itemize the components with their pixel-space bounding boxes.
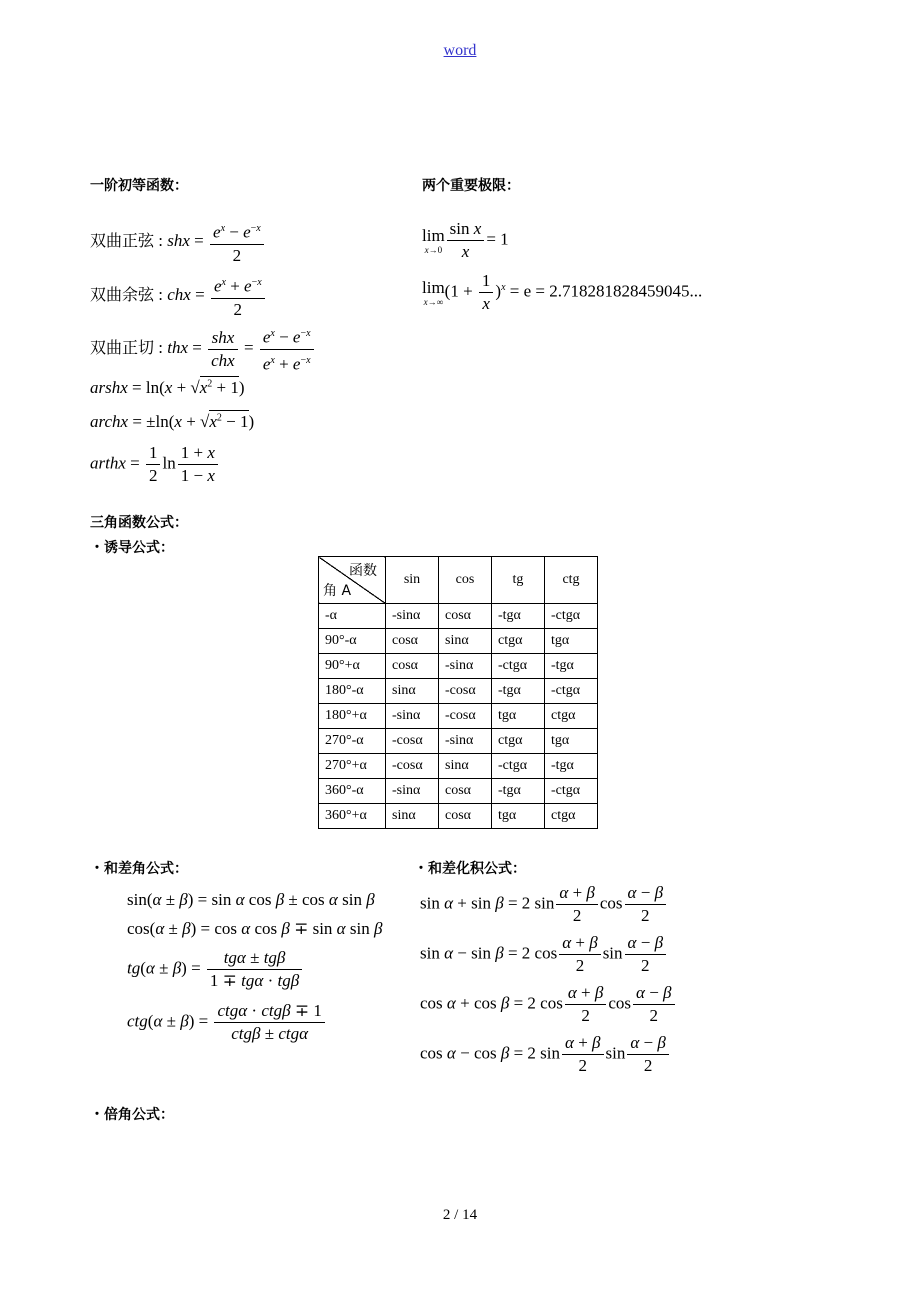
corner-function-label: 函数 (349, 563, 377, 579)
column-header: ctg (545, 557, 598, 604)
table-cell: cosα (439, 604, 492, 629)
table-row (319, 629, 598, 654)
table-cell: -α (319, 604, 386, 629)
table-cell: ctgα (492, 729, 545, 754)
table-cell: -ctgα (492, 754, 545, 779)
table-cell: 360°+α (319, 804, 386, 829)
heading-double-angle: ・倍角公式： (90, 1107, 174, 1123)
table-cell: 180°-α (319, 679, 386, 704)
heading-induction: ・诱导公式： (90, 540, 174, 556)
table-cell: -cosα (439, 679, 492, 704)
table-cell: cosα (386, 629, 439, 654)
table-cell: -ctgα (545, 779, 598, 804)
table-cell: -cosα (386, 729, 439, 754)
table-cell: 360°-α (319, 779, 386, 804)
heading-trig: 三角函数公式： (90, 515, 188, 531)
heading-limits: 两个重要极限： (422, 178, 520, 194)
formula-sin-minus-sin: sin α − sin β = 2 cos $\frac{\alpha + \beta}{2}$ sin $\frac{\alpha - \beta}{2}$ (420, 932, 668, 977)
formula-cos-minus-cos: cos α − cos β = 2 sin $\frac{\alpha + \beta}{2}$ sin $\frac{\alpha - \beta}{2}$ (420, 1032, 671, 1077)
table-row (319, 729, 598, 754)
formula-cos-sum: cos(α ± β) = cos α cos β ∓ sin α sin β (127, 919, 383, 938)
table-cell: sinα (439, 754, 492, 779)
page-number: 2 / 14 (442, 1207, 478, 1223)
table-cell: ctgα (492, 629, 545, 654)
table-cell: -ctgα (545, 679, 598, 704)
table-cell: -cosα (386, 754, 439, 779)
formula-sin-sum: sin(α ± β) = sin α cos β ± cos α sin β (127, 890, 375, 909)
formula-ch: 双曲余弦 : chx = $\frac{e^x + e^{-x}}{2}$ (90, 272, 267, 321)
table-cell: 270°+α (319, 754, 386, 779)
table-cell: -tgα (492, 604, 545, 629)
column-header: sin (386, 557, 439, 604)
table-cell: sinα (439, 629, 492, 654)
table-cell: -sinα (439, 654, 492, 679)
limit-2-rhs: = e = 2.718281828459045... (509, 281, 703, 301)
induction-table (318, 556, 598, 829)
table-cell: ctgα (545, 704, 598, 729)
table-cell: -tgα (492, 779, 545, 804)
th-label: 双曲正切 (90, 338, 155, 358)
table-cell: cosα (439, 779, 492, 804)
table-cell: -tgα (545, 654, 598, 679)
formula-sh: 双曲正弦 : shx = $\frac{e^x - e^{-x}}{2}$ (90, 218, 266, 267)
table-cell: sinα (386, 679, 439, 704)
table-cell: tgα (492, 804, 545, 829)
formula-th: 双曲正切 : thx = $\frac{\text{shx}}{\text{chx}}$ = $\frac{e^x - e^{-x}}{e^x + e^{-x}}$ (90, 323, 316, 375)
table-row (319, 704, 598, 729)
header-word-link[interactable]: word (443, 42, 477, 59)
table-cell: -ctgα (545, 604, 598, 629)
table-row (319, 779, 598, 804)
corner-angle-label: 角 A (323, 583, 352, 599)
heading-sum-to-product: ・和差化积公式： (414, 861, 526, 877)
table-cell: 90°-α (319, 629, 386, 654)
table-cell: sinα (386, 804, 439, 829)
heading-hyperbolic: 一阶初等函数： (90, 178, 188, 194)
table-cell: cosα (386, 654, 439, 679)
table-cell: tgα (492, 704, 545, 729)
table-cell: tgα (545, 729, 598, 754)
table-header-row (319, 557, 598, 604)
table-cell: -sinα (386, 604, 439, 629)
table-cell: 90°+α (319, 654, 386, 679)
table-cell: 270°-α (319, 729, 386, 754)
formula-tg-sum: tg(α ± β) = $\frac{\text{tgα ± tgβ}}{\text{1 ∓ tgα · tgβ}}$ (127, 947, 304, 992)
sh-label: 双曲正弦 (90, 231, 155, 251)
ch-label: 双曲余弦 (90, 285, 155, 305)
formula-sin-plus-sin: sin α + sin β = 2 sin $\frac{\alpha + \beta}{2}$ cos $\frac{\alpha - \beta}{2}$ (420, 882, 668, 927)
table-cell: ctgα (545, 804, 598, 829)
table-row (319, 754, 598, 779)
formula-limit-2: lim x→∞ (1 + $\frac{1}{x}$ )$^x$ = e = 2.718281828459045... (422, 271, 703, 313)
table-row (319, 654, 598, 679)
table-row (319, 679, 598, 704)
table-row (319, 604, 598, 629)
table-cell: 180°+α (319, 704, 386, 729)
table-cell: -sinα (386, 704, 439, 729)
formula-arsh: arshx = $\ln(x + √x^2 + 1)$ (90, 378, 245, 397)
table-cell: -sinα (386, 779, 439, 804)
limit-1-rhs: = 1 (486, 229, 509, 249)
table-row (319, 804, 598, 829)
table-corner-cell (319, 557, 386, 604)
column-header: tg (492, 557, 545, 604)
table-cell: -sinα (439, 729, 492, 754)
column-header: cos (439, 557, 492, 604)
table-cell: -tgα (545, 754, 598, 779)
formula-arch: archx = $\pm\ln(x + √x^2 - 1)$ (90, 412, 255, 431)
formula-cos-plus-cos: cos α + cos β = 2 cos $\frac{\alpha + \beta}{2}$ cos $\frac{\alpha - \beta}{2}$ (420, 982, 677, 1027)
formula-arth: arthx = $\frac{1}{2}$ ln $\frac{1 + x}{1 - x}$ (90, 442, 220, 487)
table-cell: cosα (439, 804, 492, 829)
formula-ctg-sum: ctg(α ± β) = $\frac{\text{ctgα · ctgβ ∓ 1}}{\text{ctgβ ± ctgα}}$ (127, 1000, 327, 1045)
table-cell: -cosα (439, 704, 492, 729)
heading-sum-angle: ・和差角公式： (90, 861, 188, 877)
table-cell: tgα (545, 629, 598, 654)
table-cell: -tgα (492, 679, 545, 704)
formula-limit-1: lim x→0 $\frac{\text{sin x}}{x}$ = 1 (422, 219, 509, 261)
table-cell: -ctgα (492, 654, 545, 679)
